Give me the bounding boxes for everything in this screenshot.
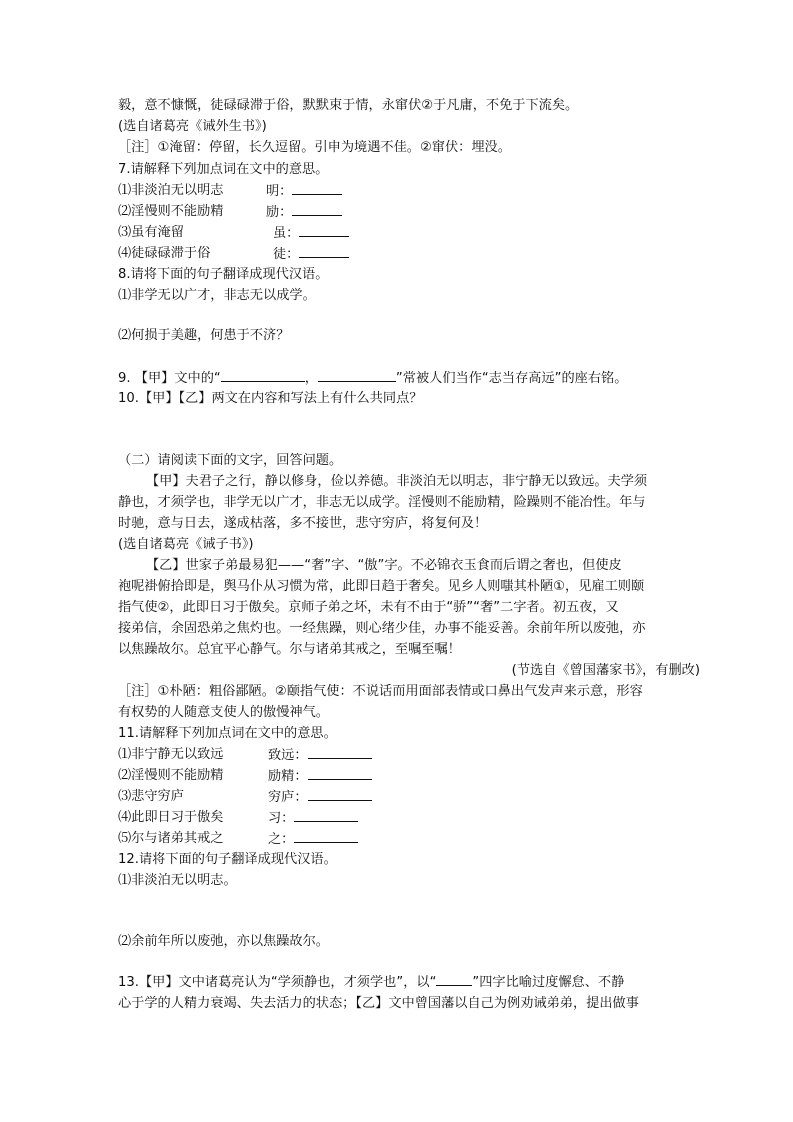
question-7-stem: 7.请解释下列加点词在文中的意思。 [118, 162, 329, 177]
answer-blank[interactable] [436, 973, 472, 986]
question-9 [118, 369, 627, 388]
q7-item-answer [266, 182, 342, 201]
q11-item-answer [268, 788, 372, 807]
annotation: ［注］①朴陋：粗俗鄙陋。②颐指气使：不说话而用面部表情或口鼻出气发声来示意，形容 [118, 684, 643, 699]
q11-item-word: 致远： [268, 748, 308, 763]
q11-item-phrase: ⑸尔与诸弟其戒之 [118, 831, 224, 846]
question-10: 10.【甲】【乙】两文在内容和写法上有什么共同点？ [118, 391, 423, 406]
q11-item-word: 之： [268, 832, 295, 847]
q12-sentence-2: ⑵余前年所以废弛，亦以焦躁故尔。 [118, 934, 329, 949]
answer-blank[interactable] [308, 767, 372, 780]
q7-item-word: 明： [266, 184, 293, 199]
passage-jia-line: 【甲】夫君子之行，静以修身，俭以养德。非淡泊无以明志，非宁静无以致远。夫学须 [146, 474, 648, 489]
question-11-stem: 11.请解释下列加点词在文中的意思。 [118, 726, 337, 741]
question-13-line-2: 心于学的人精力衰竭、失去活力的状态；【乙】文中曾国藩以自己为例劝诫弟弟，提出做事 [118, 996, 639, 1011]
passage-jia-line: 静也，才须学也，非学无以广才，非志无以成学。淫慢则不能励精，险躁则不能冶性。年与 [118, 495, 646, 510]
q12-sentence-1: ⑴非淡泊无以明志。 [118, 873, 237, 888]
q11-item-phrase: ⑷此即日习于傲矣 [118, 810, 224, 825]
q11-item-answer [268, 809, 358, 828]
q11-item-phrase: ⑴非宁静无以致远 [118, 747, 224, 762]
passage-yi-line: 袍呢褂俯拾即是，舆马仆从习惯为常，此即日趋于奢矣。见乡人则嗤其朴陋①，见雇工则颐 [118, 579, 645, 594]
question-12-stem: 12.请将下面的句子翻译成现代汉语。 [118, 852, 337, 867]
q7-item-phrase: ⑷徒碌碌滞于俗 [118, 246, 211, 261]
q11-item-answer [268, 767, 372, 786]
answer-blank[interactable] [294, 830, 358, 843]
source-note: (节选自《曾国藩家书》，有删改) [511, 663, 700, 678]
source-note: (选自诸葛亮《诫子书》) [118, 537, 254, 552]
q13-text-post: ”四字比喻过度懈怠、不静 [472, 975, 625, 990]
q7-item-word: 励： [266, 205, 293, 220]
passage-yi-line: 以焦躁故尔。总宜平心静气。尔与诸弟其戒之，至嘱至嘱！ [118, 642, 461, 657]
question-8-stem: 8.请将下面的句子翻译成现代汉语。 [118, 267, 329, 282]
q9-text-pre: 9. 【甲】文中的“ [118, 371, 221, 386]
q9-text-mid: ， [304, 371, 318, 386]
q7-item-answer [273, 245, 349, 264]
q11-item-answer [268, 746, 372, 765]
answer-blank[interactable] [299, 224, 349, 237]
source-note: (选自诸葛亮《诫外生书》) [118, 119, 267, 134]
q13-text-pre: 13.【甲】文中诸葛亮认为“学须静也，才须学也”，以“ [118, 975, 437, 990]
q11-item-phrase: ⑶悲守穷庐 [118, 789, 184, 804]
passage-line: 毅，意不慷慨，徒碌碌滞于俗，默默束于情，永窜伏②于凡庸，不免于下流矣。 [118, 98, 579, 113]
q9-text-post: ”常被人们当作“志当存高远”的座右铭。 [395, 371, 628, 386]
q7-item-answer [266, 203, 342, 222]
q7-item-phrase: ⑶虽有淹留 [118, 225, 184, 240]
section-heading: （二）请阅读下面的文字，回答问题。 [118, 453, 343, 468]
answer-blank[interactable] [294, 809, 358, 822]
answer-blank[interactable] [308, 788, 372, 801]
q7-item-phrase: ⑵淫慢则不能励精 [118, 204, 224, 219]
answer-blank[interactable] [299, 245, 349, 258]
q11-item-word: 习： [268, 811, 295, 826]
q7-item-word: 虽： [273, 226, 300, 241]
q11-item-word: 励精： [268, 769, 308, 784]
answer-blank[interactable] [221, 369, 305, 382]
passage-yi-line: 接弟信，余固恐弟之焦灼也。一经焦躁，则心绪少佳，办事不能妥善。余前年所以废弛，亦 [118, 621, 646, 636]
q7-item-phrase: ⑴非淡泊无以明志 [118, 183, 224, 198]
passage-yi-line: 指气使②，此即日习于傲矣。京师子弟之坏，未有不由于“骄”“奢”二字者。初五夜，又 [118, 600, 619, 615]
q11-item-word: 穷庐： [268, 790, 308, 805]
annotation: ［注］①淹留：停留，长久逗留。引申为境遇不佳。②窜伏：埋没。 [118, 140, 511, 155]
question-13-line-1 [118, 973, 624, 992]
q8-sentence-1: ⑴非学无以广才，非志无以成学。 [118, 288, 316, 303]
answer-blank[interactable] [318, 369, 396, 382]
answer-blank[interactable] [292, 203, 342, 216]
passage-yi-line: 【乙】世家子弟最易犯——“奢”字、“傲”字。不必锦衣玉食而后谓之奢也，但使皮 [146, 558, 622, 573]
q7-item-word: 徒： [273, 247, 300, 262]
q7-item-answer [273, 224, 349, 243]
q11-item-answer [268, 830, 358, 849]
answer-blank[interactable] [292, 182, 342, 195]
q11-item-phrase: ⑵淫慢则不能励精 [118, 768, 224, 783]
q8-sentence-2: ⑵何损于美趣，何患于不济？ [118, 328, 290, 343]
answer-blank[interactable] [308, 746, 372, 759]
passage-jia-line: 时驰，意与日去，遂成枯落，多不接世，悲守穷庐，将复何及！ [118, 516, 488, 531]
annotation: 有权势的人随意支使人的傲慢神气。 [118, 705, 329, 720]
